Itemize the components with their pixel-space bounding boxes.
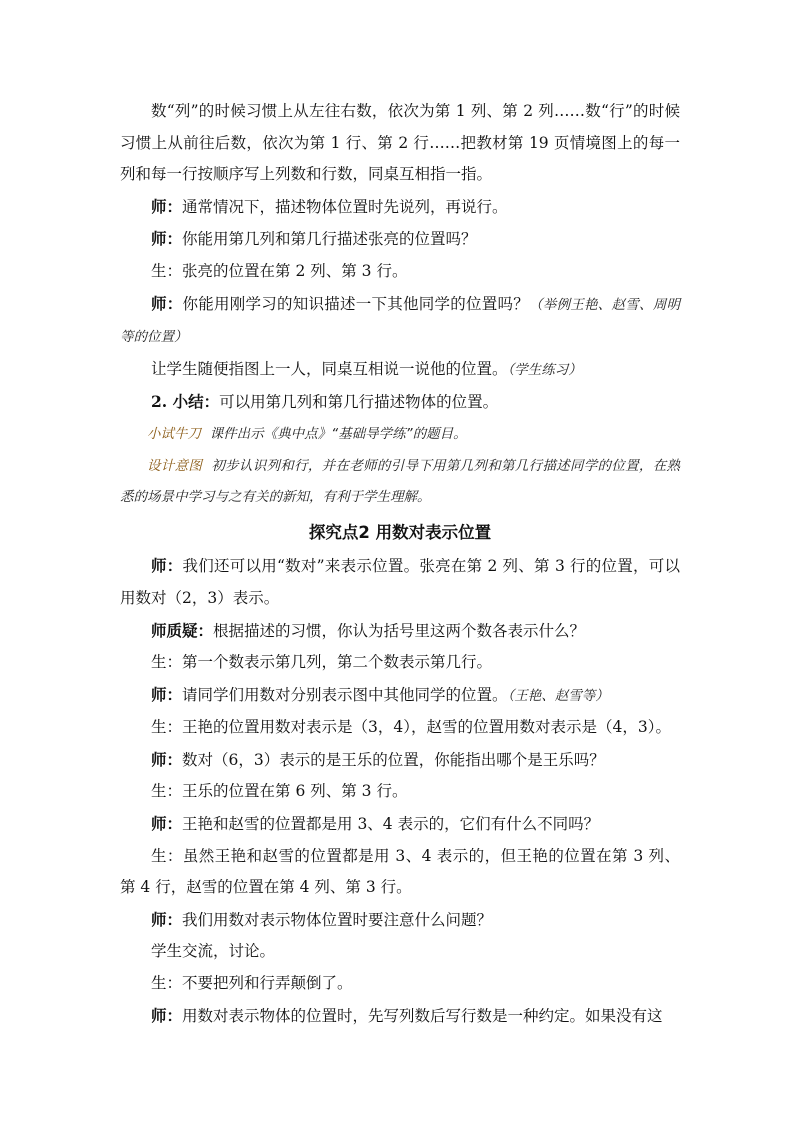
paragraph-student-3: [120, 712, 680, 744]
paragraph-text: 根据描述的习惯，你认为括号里这两个数各表示什么？: [213, 621, 586, 640]
paragraph-text: 通常情况下，描述物体位置时先说列，再说行。: [182, 197, 508, 216]
paragraph-text: 可以用第几列和第几行描述物体的位置。: [219, 393, 499, 412]
paragraph-text: 请同学们用数对分别表示图中其他同学的位置。: [182, 685, 508, 704]
paragraph-text: 学生交流，讨论。: [151, 942, 276, 961]
paragraph-student-2: [120, 647, 680, 679]
paragraph-student-1: [120, 256, 680, 288]
paragraph-text: 我们还可以用“数对”来表示位置。张亮在第 2 列、第 3 行的位置，可以用数对（2，3）表示。: [120, 557, 680, 607]
paragraph-text: 初步认识列和行，并在老师的引导下用第几列和第几行描述同学的位置，在熟悉的场景中学习与之有关的新知，有利于学生理解。: [120, 457, 680, 506]
paragraph-student-5: [120, 841, 680, 904]
speaker-label: 生：: [151, 846, 183, 865]
paragraph-text: 课件出示《典中点》“基础导学练”的题目。: [209, 425, 467, 442]
speaker-label: 师：: [151, 196, 183, 216]
paragraph-text: 让学生随便指图上一人，同桌互相说一说他的位置。: [151, 359, 508, 378]
speaker-label: 师：: [151, 814, 183, 834]
paragraph-teacher-7: [120, 808, 680, 841]
section-heading: 探究点2 用数对表示位置: [308, 522, 492, 542]
paragraph-text: 我们用数对表示物体位置时要注意什么问题？: [182, 910, 493, 929]
paragraph-teacher-9: [120, 1000, 680, 1033]
speaker-label: 师：: [151, 229, 183, 249]
paragraph-note: （学生练习）: [507, 361, 582, 378]
speaker-label: 师：: [151, 293, 183, 313]
speaker-label: 师：: [151, 1005, 183, 1025]
paragraph-teacher-question: [120, 615, 680, 648]
paragraph-teacher-6: [120, 744, 680, 777]
speaker-label: 师：: [151, 909, 183, 929]
paragraph-count-rule: 数“列”的时候习惯上从左往右数，依次为第 1 列、第 2 列……数“行”的时候习惯上从前往后数，依次为第 1 行、第 2 行……把教材第 19 页情境图上的每一列和每一行按顺序写上列数和行数，同桌互相指一指。: [120, 102, 680, 184]
paragraph-teacher-5: [120, 679, 680, 713]
speaker-label: 师：: [151, 684, 183, 704]
paragraph-text: 王艳的位置用数对表示是（3，4），赵雪的位置用数对表示是（4，3）。: [182, 718, 671, 737]
speaker-label: 师：: [151, 556, 183, 576]
paragraph-text: 你能用第几列和第几行描述张亮的位置吗？: [182, 230, 477, 249]
design-intent-tag: 设计意图: [147, 457, 203, 474]
paragraph-text: 用数对表示物体的位置时，先写列数后写行数是一种约定。如果没有这: [182, 1006, 663, 1025]
paragraph-note: （王艳、赵雪等）: [507, 687, 609, 704]
document-page: [120, 96, 680, 1032]
speaker-label: 生：: [151, 718, 183, 737]
paragraph-teacher-1: [120, 191, 680, 224]
paragraph-text: 数对（6，3）表示的是王乐的位置，你能指出哪个是王乐吗？: [182, 750, 605, 769]
paragraph-text: 你能用刚学习的知识描述一下其他同学的位置吗？: [182, 294, 529, 313]
speaker-label: 师：: [151, 749, 183, 769]
paragraph-text: 王乐的位置在第 6 列、第 3 行。: [182, 782, 408, 801]
speaker-label: 生：: [151, 261, 183, 280]
paragraph-exercise: [120, 419, 680, 451]
speaker-label: 生：: [151, 782, 183, 801]
paragraph-note: （举例王艳、赵雪、周明等的位置）: [120, 296, 680, 346]
paragraph-summary: [120, 386, 680, 419]
paragraph-text: 第一个数表示第几列，第二个数表示第几行。: [182, 653, 493, 672]
paragraph-practice: [120, 354, 680, 387]
speaker-label: 生：: [151, 974, 183, 993]
exercise-tag: 小试牛刀: [147, 425, 201, 442]
paragraph-text: 虽然王艳和赵雪的位置都是用 3、4 表示的，但王艳的位置在第 3 列、第 4 行，赵雪的位置在第 4 列、第 3 行。: [120, 846, 680, 897]
paragraph-text: 王艳和赵雪的位置都是用 3、4 表示的，它们有什么不同吗？: [182, 815, 600, 834]
summary-label: 2. 小结：: [151, 392, 220, 412]
speaker-label: 生：: [151, 653, 183, 672]
paragraph-student-4: [120, 776, 680, 808]
paragraph-design-intent: [120, 451, 680, 514]
paragraph-teacher-2: [120, 223, 680, 256]
paragraph-student-6: [120, 968, 680, 1000]
paragraph-discussion: [120, 936, 680, 968]
paragraph-text: 张亮的位置在第 2 列、第 3 行。: [182, 261, 408, 280]
paragraph-text: 不要把列和行弄颠倒了。: [182, 974, 353, 993]
paragraph-teacher-4: [120, 550, 680, 614]
speaker-label: 师质疑：: [151, 620, 214, 640]
paragraph-teacher-8: [120, 904, 680, 937]
paragraph-teacher-3: [120, 288, 680, 354]
